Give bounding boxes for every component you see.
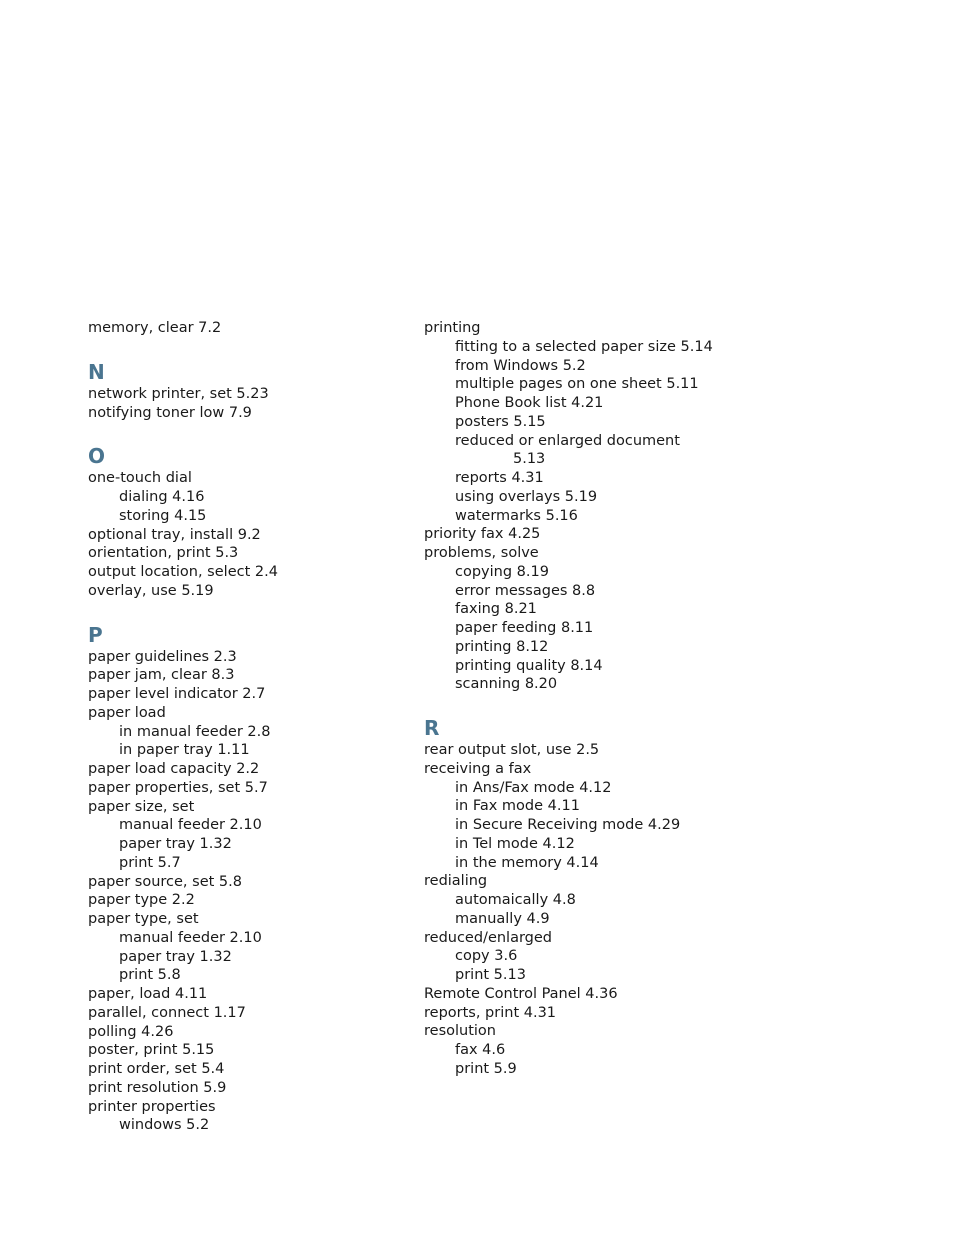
index-entry: paper type, set	[88, 911, 199, 927]
index-entry: redialing	[424, 873, 488, 890]
index-subentry: copy 3.6	[455, 948, 518, 965]
section-letter-p: P	[88, 622, 103, 647]
index-entry: resolution	[424, 1023, 496, 1040]
index-subentry: error messages 8.8	[455, 582, 596, 599]
index-entry: orientation, print 5.3	[88, 545, 239, 562]
index-entry: problems, solve	[424, 545, 539, 561]
index-entry: printing	[424, 320, 481, 336]
index-subentry: paper tray 1.32	[119, 836, 232, 852]
index-entry: paper load	[88, 704, 166, 721]
index-subentry: in manual feeder 2.8	[119, 723, 271, 740]
index-entry: notifying toner low 7.9	[88, 404, 252, 421]
index-entry: rear output slot, use 2.5	[424, 742, 600, 758]
index-entry: parallel, connect 1.17	[88, 1004, 246, 1021]
index-subentry: in Ans/Fax mode 4.12	[455, 779, 612, 796]
index-entry: paper size, set	[88, 798, 195, 815]
index-entry-continuation: 5.13	[513, 451, 546, 468]
index-subentry: manual feeder 2.10	[119, 817, 262, 834]
index-subentry: paper tray 1.32	[119, 948, 232, 965]
index-entry: paper type 2.2	[88, 892, 195, 909]
index-column-right	[424, 319, 924, 1079]
index-subentry: multiple pages on one sheet 5.11	[455, 376, 699, 393]
index-subentry: fax 4.6	[455, 1042, 506, 1058]
section-letter-n: N	[88, 359, 105, 384]
index-subentry: in paper tray 1.11	[119, 742, 250, 759]
section-letter-r: R	[424, 716, 440, 740]
index-subentry: fitting to a selected paper size 5.14	[455, 338, 713, 355]
index-subentry: printing 8.12	[455, 638, 549, 655]
index-entry: poster, print 5.15	[88, 1042, 215, 1059]
index-subentry: windows 5.2	[119, 1117, 210, 1134]
index-entry: reduced/enlarged	[424, 929, 553, 946]
index-subentry: print 5.9	[455, 1060, 517, 1077]
index-subentry: storing 4.15	[119, 507, 207, 524]
index-subentry: printing quality 8.14	[455, 657, 603, 674]
index-entry: receiving a fax	[424, 760, 532, 777]
index-subentry: print 5.7	[119, 854, 181, 871]
index-subentry: copying 8.19	[455, 563, 549, 580]
index-subentry: print 5.13	[455, 967, 526, 983]
index-subentry: in Secure Receiving mode 4.29	[455, 817, 681, 833]
index-entry: paper level indicator 2.7	[88, 686, 266, 702]
index-entry: paper guidelines 2.3	[88, 648, 237, 665]
index-entry: network printer, set 5.23	[88, 385, 269, 402]
index-subentry: scanning 8.20	[455, 676, 558, 693]
index-entry: polling 4.26	[88, 1023, 174, 1040]
index-subentry: in Tel mode 4.12	[455, 835, 575, 852]
index-subentry: faxing 8.21	[455, 601, 537, 618]
index-entry: overlay, use 5.19	[88, 582, 214, 599]
index-entry: optional tray, install 9.2	[88, 526, 261, 543]
index-subentry: Phone Book list 4.21	[455, 395, 604, 411]
index-entry: memory, clear 7.2	[88, 320, 222, 336]
section-letter-o: O	[88, 444, 106, 469]
index-subentry: paper feeding 8.11	[455, 620, 594, 636]
index-column-left	[88, 319, 398, 1135]
index-entry: reports, print 4.31	[424, 1004, 557, 1021]
index-entry: output location, select 2.4	[88, 564, 278, 580]
index-entry: paper, load 4.11	[88, 986, 208, 1002]
index-subentry: in Fax mode 4.11	[455, 798, 580, 815]
index-subentry: watermarks 5.16	[455, 507, 578, 524]
index-entry: priority fax 4.25	[424, 526, 541, 543]
index-subentry: manually 4.9	[455, 910, 550, 927]
index-entry: print order, set 5.4	[88, 1061, 225, 1077]
index-subentry: using overlays 5.19	[455, 488, 598, 505]
index-subentry: reduced or enlarged document	[455, 432, 680, 449]
index-subentry: print 5.8	[119, 967, 181, 984]
index-entry: paper source, set 5.8	[88, 873, 242, 890]
index-subentry: automaically 4.8	[455, 892, 576, 908]
index-entry: paper properties, set 5.7	[88, 779, 268, 796]
index-subentry: posters 5.15	[455, 413, 546, 430]
index-entry: paper load capacity 2.2	[88, 761, 260, 777]
index-entry: print resolution 5.9	[88, 1079, 227, 1096]
index-subentry: manual feeder 2.10	[119, 929, 262, 946]
index-subentry: in the memory 4.14	[455, 854, 599, 871]
index-subentry: dialing 4.16	[119, 489, 205, 505]
index-entry: one-touch dial	[88, 470, 192, 487]
index-entry: printer properties	[88, 1098, 216, 1115]
index-subentry: from Windows 5.2	[455, 357, 586, 374]
index-entry: paper jam, clear 8.3	[88, 667, 235, 684]
index-entry: Remote Control Panel 4.36	[424, 985, 618, 1002]
index-subentry: reports 4.31	[455, 470, 544, 486]
